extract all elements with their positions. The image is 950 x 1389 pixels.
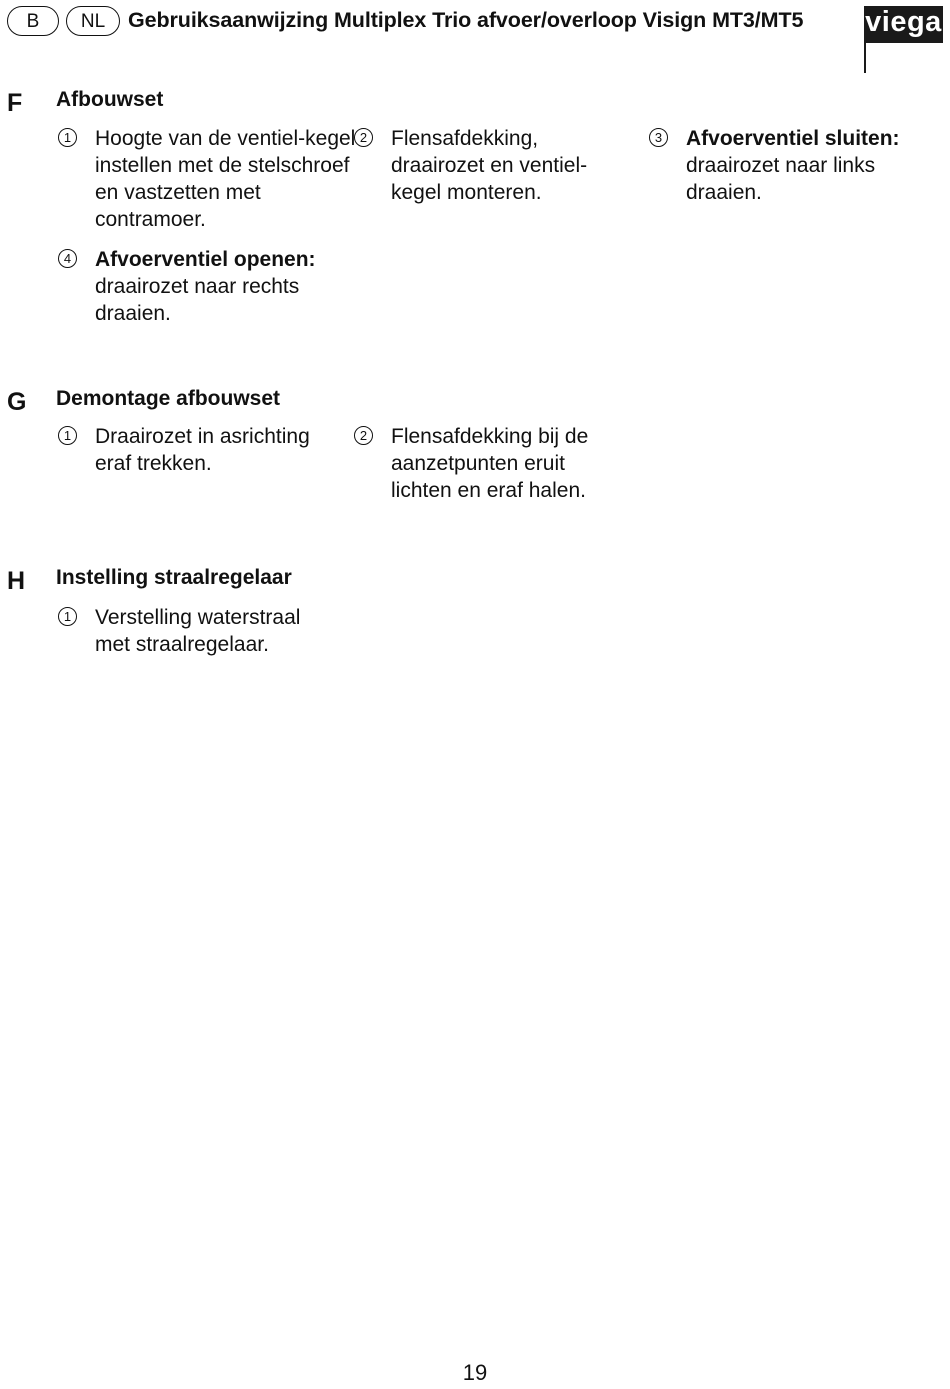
section-f-step-3 — [654, 125, 931, 206]
section-h-letter: H — [7, 567, 26, 595]
step-bold-label: Afvoerventiel openen: — [95, 248, 316, 271]
step-text: Flensafdekking bij de aanzetpunten eruit lichten en eraf halen. — [391, 425, 589, 502]
step-number-circle: 3 — [649, 128, 668, 147]
step-number-circle: 1 — [58, 426, 77, 445]
step-number-circle: 2 — [354, 128, 373, 147]
document-title: Gebruiksaanwijzing Multiplex Trio afvoer/overloop Visign MT3/MT5 — [128, 8, 804, 32]
step-text: draairozet naar links draaien. — [686, 154, 876, 204]
step-number-circle: 1 — [58, 128, 77, 147]
page-number: 19 — [462, 1360, 488, 1385]
logo-divider — [864, 43, 866, 73]
section-g-step-2 — [359, 423, 621, 504]
section-g-step-1 — [63, 423, 340, 477]
step-number-circle: 4 — [58, 249, 77, 268]
step-text: Flensafdekking, draairozet en ventiel-kegel monteren. — [391, 127, 588, 204]
step-text: Verstelling waterstraal met straalregelaar. — [95, 606, 301, 656]
section-f-step-4 — [63, 246, 360, 327]
section-h-heading: Instelling straalregelaar — [56, 566, 292, 589]
step-number-circle: 2 — [354, 426, 373, 445]
step-bold-label: Afvoerventiel sluiten: — [686, 127, 900, 150]
step-text: Hoogte van de ventiel-kegel instellen met de stelschroef en vastzetten met contramoer. — [95, 127, 356, 231]
section-f-step-2 — [359, 125, 616, 206]
language-badge-b: B — [7, 6, 59, 36]
section-f-heading: Afbouwset — [56, 88, 164, 111]
section-f-letter: F — [7, 89, 23, 117]
step-text: Draairozet in asrichting eraf trekken. — [95, 425, 310, 475]
language-badge-nl: NL — [66, 6, 120, 36]
section-g-letter: G — [7, 388, 27, 416]
step-number-circle: 1 — [58, 607, 77, 626]
section-f-step-1 — [63, 125, 360, 233]
viega-logo: viega — [864, 6, 943, 43]
step-text: draairozet naar rechts draaien. — [95, 275, 300, 325]
section-h-step-1 — [63, 604, 335, 658]
section-g-heading: Demontage afbouwset — [56, 387, 281, 410]
